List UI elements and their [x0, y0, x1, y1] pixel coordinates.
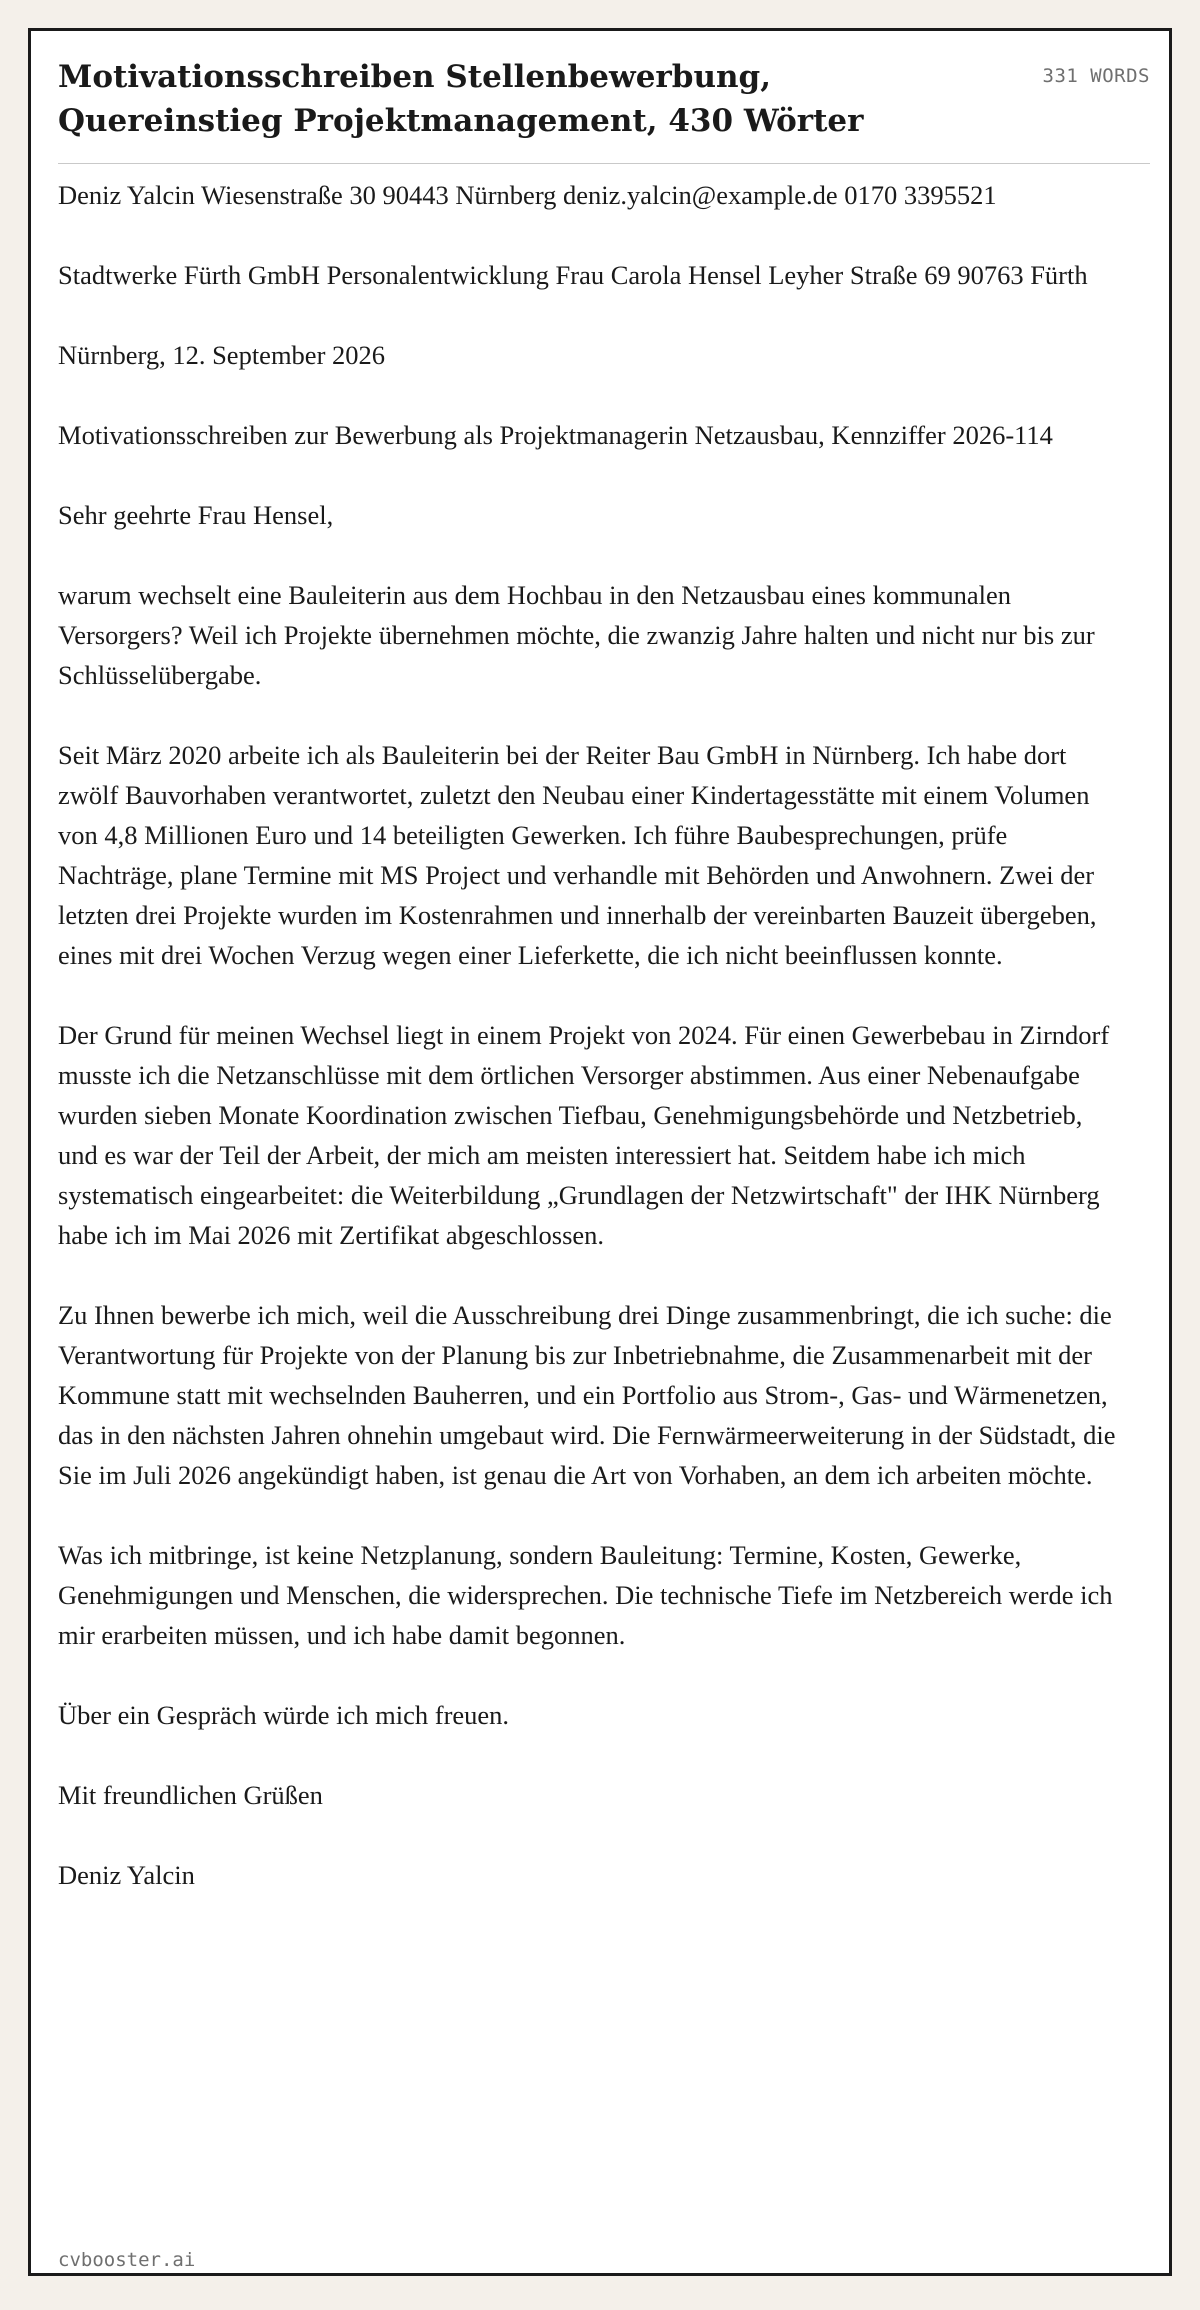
valediction: Mit freundlichen Grüßen	[58, 1780, 323, 1810]
footer-brand: cvbooster.ai	[58, 2249, 196, 2271]
subject-line: Motivationsschreiben zur Bewerbung als Projektmanagerin Netzausbau, Kennziffer 2026-114	[58, 420, 1053, 450]
body-paragraph: Zu Ihnen bewerbe ich mich, weil die Ausschreibung drei Dinge zusammenbringt, die ich suche: die Verantwortung für Projekte von der Planung bis zur Inbetriebnahme, die Zusammenarbeit mit der Kommune statt mit wechselnden Bauherren, und ein Portfolio aus Strom-, Gas- und Wärmenetzen, das in den nächsten Jahren ohnehin umgebaut wird. Die Fernwärmeerweiterung in der Südstadt, die Sie im Juli 2026 angekündigt haben, ist genau die Art von Vorhaben, an dem ich arbeiten möchte.	[58, 1300, 1116, 1490]
document-card	[28, 28, 1172, 2276]
word-count-label: 331 WORDS	[1042, 65, 1150, 87]
body-paragraph: warum wechselt eine Bauleiterin aus dem Hochbau in den Netzausbau eines kommunalen Versorgers? Weil ich Projekte übernehmen möchte, die zwanzig Jahre halten und nicht nur bis zur Schlüsselübergabe.	[58, 580, 1095, 690]
closing-request: Über ein Gespräch würde ich mich freuen.	[58, 1700, 510, 1730]
document-header	[58, 51, 1150, 164]
signature-name: Deniz Yalcin	[58, 1860, 195, 1890]
letter-body	[58, 175, 1118, 1935]
sender-address: Deniz Yalcin Wiesenstraße 30 90443 Nürnberg deniz.yalcin@example.de 0170 3395521	[58, 180, 997, 210]
date-line: Nürnberg, 12. September 2026	[58, 340, 386, 370]
recipient-address: Stadtwerke Fürth GmbH Personalentwicklung Frau Carola Hensel Leyher Straße 69 90763 Fürth	[58, 260, 1088, 290]
salutation: Sehr geehrte Frau Hensel,	[58, 500, 334, 530]
body-paragraph: Der Grund für meinen Wechsel liegt in einem Projekt von 2024. Für einen Gewerbebau in Zirndorf musste ich die Netzanschlüsse mit dem örtlichen Versorger abstimmen. Aus einer Nebenaufgabe wurden sieben Monate Koordination zwischen Tiefbau, Genehmigungsbehörde und Netzbetrieb, und es war der Teil der Arbeit, der mich am meisten interessiert hat. Seitdem habe ich mich systematisch eingearbeitet: die Weiterbildung „Grundlagen der Netzwirtschaft" der IHK Nürnberg habe ich im Mai 2026 mit Zertifikat abgeschlossen.	[58, 1020, 1110, 1250]
body-paragraph: Seit März 2020 arbeite ich als Bauleiterin bei der Reiter Bau GmbH in Nürnberg. Ich habe dort zwölf Bauvorhaben verantwortet, zuletzt den Neubau einer Kindertagesstätte mit einem Volumen von 4,8 Millionen Euro und 14 beteiligten Gewerken. Ich führe Baubesprechungen, prüfe Nachträge, plane Termine mit MS Project und verhandle mit Behörden und Anwohnern. Zwei der letzten drei Projekte wurden im Kostenrahmen und innerhalb der vereinbarten Bauzeit übergeben, eines mit drei Wochen Verzug wegen einer Lieferkette, die ich nicht beeinflussen konnte.	[58, 740, 1097, 970]
document-title: Motivationsschreiben Stellenbewerbung, Quereinstieg Projektmanagement, 430 Wörter	[58, 59, 864, 139]
body-paragraph: Was ich mitbringe, ist keine Netzplanung, sondern Bauleitung: Termine, Kosten, Gewerke, Genehmigungen und Menschen, die widersprechen. Die technische Tiefe im Netzbereich werde ich mir erarbeiten müssen, und ich habe damit begonnen.	[58, 1540, 1113, 1650]
